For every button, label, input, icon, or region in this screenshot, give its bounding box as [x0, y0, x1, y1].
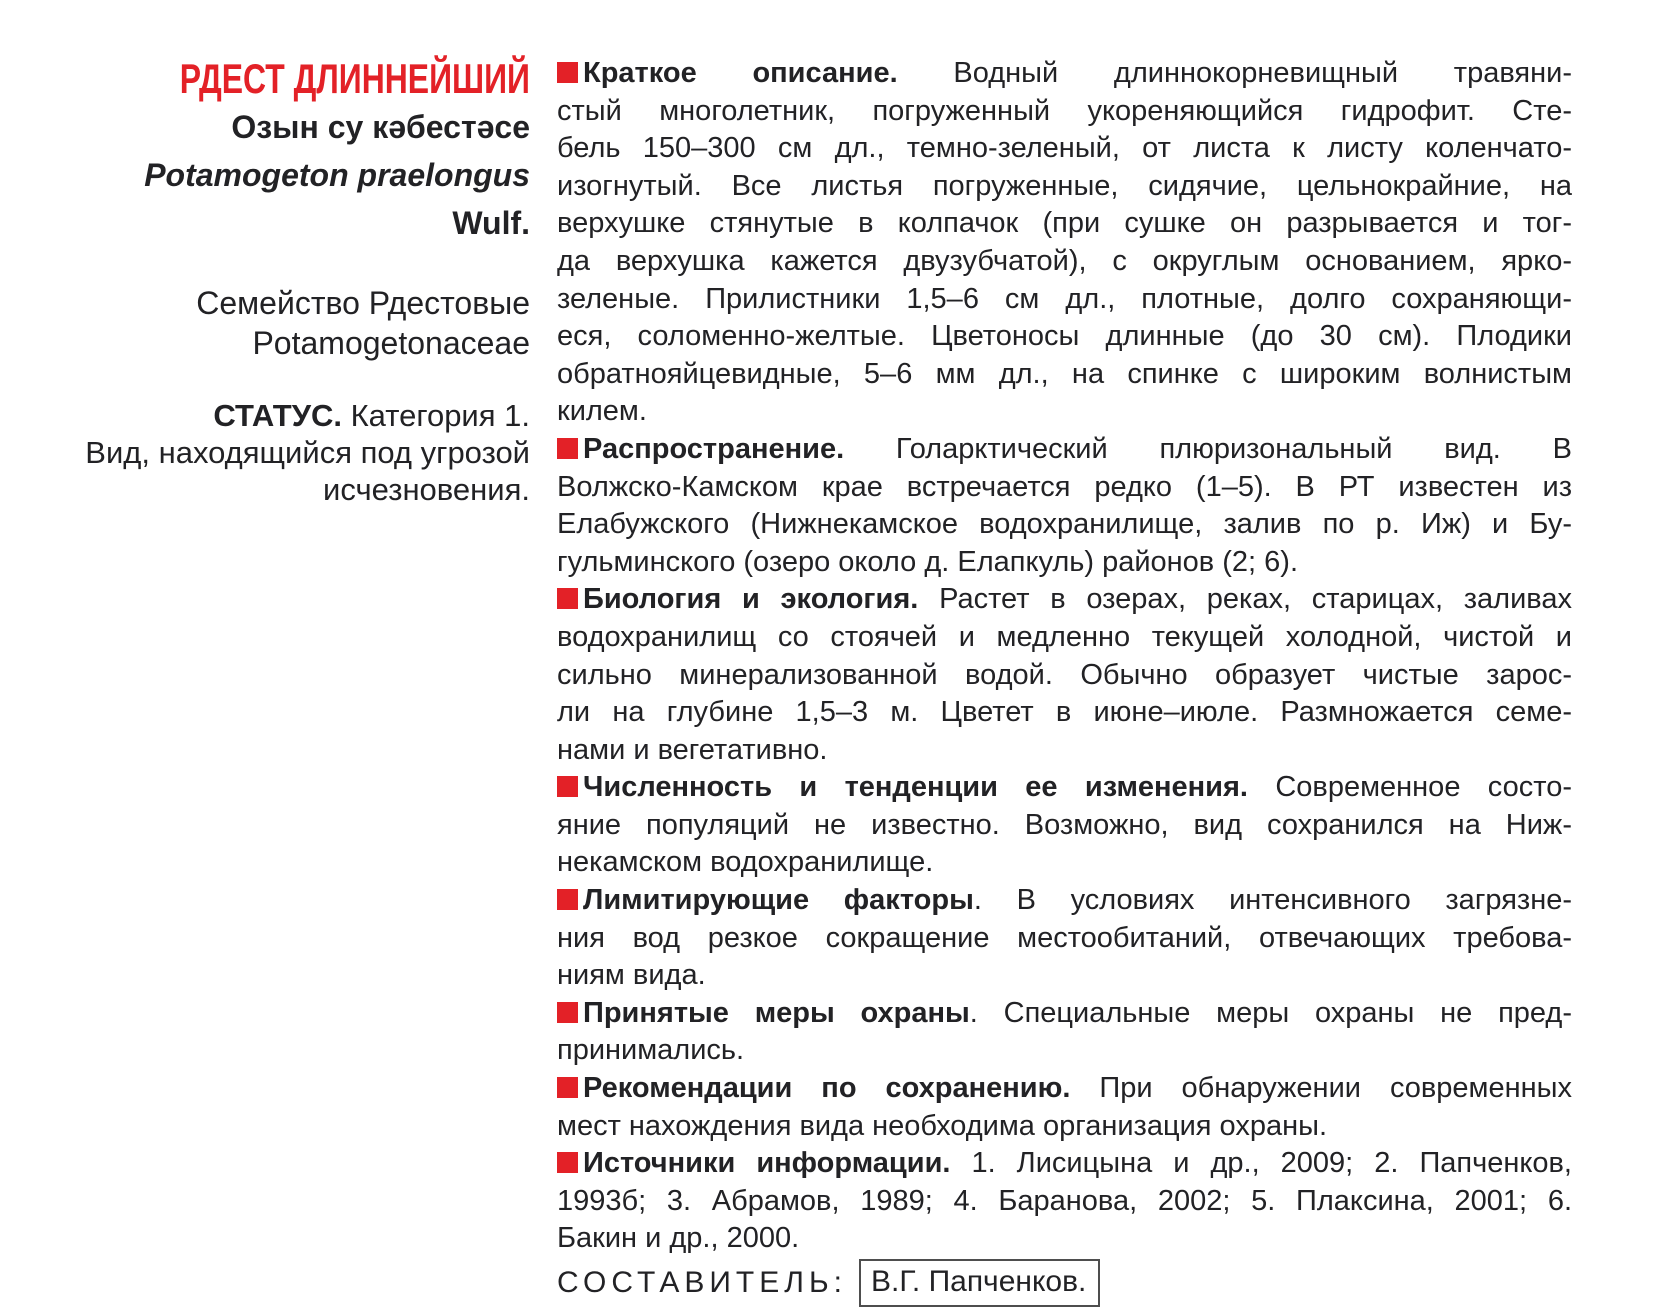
text-line: бель 150–300 см дл., темно-зеленый, от листа к листу коленчато-	[557, 132, 1572, 165]
status-description: Вид, находящийся под угрозой исчезновения.	[85, 435, 530, 507]
text-line: Источники информации. 1. Лисицына и др., 2009; 2. Папченков,	[557, 1145, 1572, 1183]
paragraph-heading: Биология и экология.	[583, 583, 919, 616]
text-line: гульминского (озеро около д. Елапкуль) районов (2; 6).	[557, 545, 1299, 578]
text-line: Численность и тенденции ее изменения. Современное состо-	[557, 769, 1572, 807]
text-line: Распространение. Голарктический плюризональный вид. В	[557, 431, 1572, 469]
text-line: Лимитирующие факторы. В условиях интенсивного загрязне-	[557, 882, 1572, 920]
red-square-bullet	[557, 1077, 578, 1098]
compiler-label: СОСТАВИТЕЛЬ:	[557, 1266, 847, 1300]
text-line: изогнутый. Все листья погруженные, сидячие, цельнокрайние, на	[557, 169, 1572, 202]
paragraph-heading: Принятые меры охраны	[583, 996, 970, 1029]
paragraph-heading: Лимитирующие факторы	[583, 884, 974, 917]
red-square-bullet	[557, 438, 578, 459]
paragraph-heading: Распространение.	[583, 432, 845, 465]
red-square-bullet	[557, 1152, 578, 1173]
text-line: нами и вегетативно.	[557, 733, 828, 766]
paragraph-heading: Источники информации.	[583, 1147, 951, 1180]
text-line: 1993б; 3. Абрамов, 1989; 4. Баранова, 2002; 5. Плаксина, 2001; 6.	[557, 1184, 1572, 1217]
compiler-name-box	[859, 1259, 1100, 1307]
species-header	[60, 55, 530, 508]
paragraph-heading: Численность и тенденции ее изменения.	[583, 771, 1248, 804]
status-line	[60, 397, 530, 434]
red-square-bullet	[557, 1002, 578, 1023]
text-line: Елабужского (Нижнекамское водохранилище, залив по р. Иж) и Бу-	[557, 508, 1572, 541]
text-line: зеленые. Прилистники 1,5–6 см дл., плотные, долго сохраняющи-	[557, 282, 1572, 315]
article-paragraphs	[557, 55, 1572, 1258]
text-line: Рекомендации по сохранению. При обнаружении современных	[557, 1070, 1572, 1108]
status-category: Категория 1.	[342, 398, 530, 433]
text-line: яние популяций не известно. Возможно, вид сохранился на Ниж-	[557, 808, 1572, 841]
paragraph-heading: Краткое описание.	[583, 57, 898, 89]
status-label: СТАТУС.	[213, 398, 342, 433]
compiler-row	[557, 1259, 1572, 1307]
species-title-russian: РДЕСТ ДЛИННЕЙШИЙ	[179, 55, 531, 102]
text-line: ли на глубине 1,5–3 м. Цветет в июне–июле. Размножается семе-	[557, 696, 1572, 729]
paragraph-heading: Рекомендации по сохранению.	[583, 1072, 1071, 1105]
text-line: Принятые меры охраны. Специальные меры охраны не пред-	[557, 995, 1572, 1033]
text-line: еся, соломенно-желтые. Цветоносы длинные (до 30 см). Плодики	[557, 320, 1572, 353]
text-line: сильно минерализованной водой. Обычно образует чистые зарос-	[557, 658, 1572, 691]
status-block	[60, 397, 530, 508]
text-line: стый многолетник, погруженный укореняющийся гидрофит. Сте-	[557, 94, 1572, 127]
species-latin-author: Wulf.	[452, 205, 530, 241]
red-square-bullet	[557, 889, 578, 910]
family-name-russian: Семейство Рдестовые	[196, 285, 530, 321]
family-block	[60, 283, 530, 363]
compiler-name: В.Г. Папченков.	[870, 1265, 1087, 1299]
text-line: некамском водохранилище.	[557, 846, 934, 879]
text-line: верхушке стянутые в колпачок (при сушке он разрывается и тог-	[557, 207, 1572, 240]
text-line: обратнояйцевидные, 5–6 мм дл., на спинке с широким волнистым	[557, 357, 1572, 390]
text-line: мест нахождения вида необходима организация охраны.	[557, 1109, 1328, 1142]
text-line: ниям вида.	[557, 959, 706, 992]
text-line: ния вод резкое сокращение местообитаний, отвечающих требова-	[557, 921, 1572, 954]
species-title-tatar: Озын су кәбестәсе	[231, 109, 530, 145]
text-line: водохранилищ со стоячей и медленно текущей холодной, чистой и	[557, 620, 1572, 653]
text-line: килем.	[557, 395, 647, 428]
text-line: Биология и экология. Растет в озерах, реках, старицах, заливах	[557, 581, 1572, 619]
species-article	[557, 55, 1572, 1307]
red-square-bullet	[557, 776, 578, 797]
text-line: Краткое описание. Водный длиннокорневищный травяни-	[557, 55, 1572, 93]
text-line: Волжско-Камском крае встречается редко (1–5). В РТ известен из	[557, 470, 1572, 503]
family-name-latin: Potamogetonaceae	[252, 325, 530, 361]
text-line: принимались.	[557, 1034, 745, 1067]
red-square-bullet	[557, 588, 578, 609]
text-line: Бакин и др., 2000.	[557, 1222, 800, 1255]
text-line: да верхушка кажется двузубчатой), с округлым основанием, ярко-	[557, 244, 1572, 277]
species-latin-name: Potamogeton praelongus	[144, 157, 530, 193]
red-square-bullet	[557, 62, 578, 83]
